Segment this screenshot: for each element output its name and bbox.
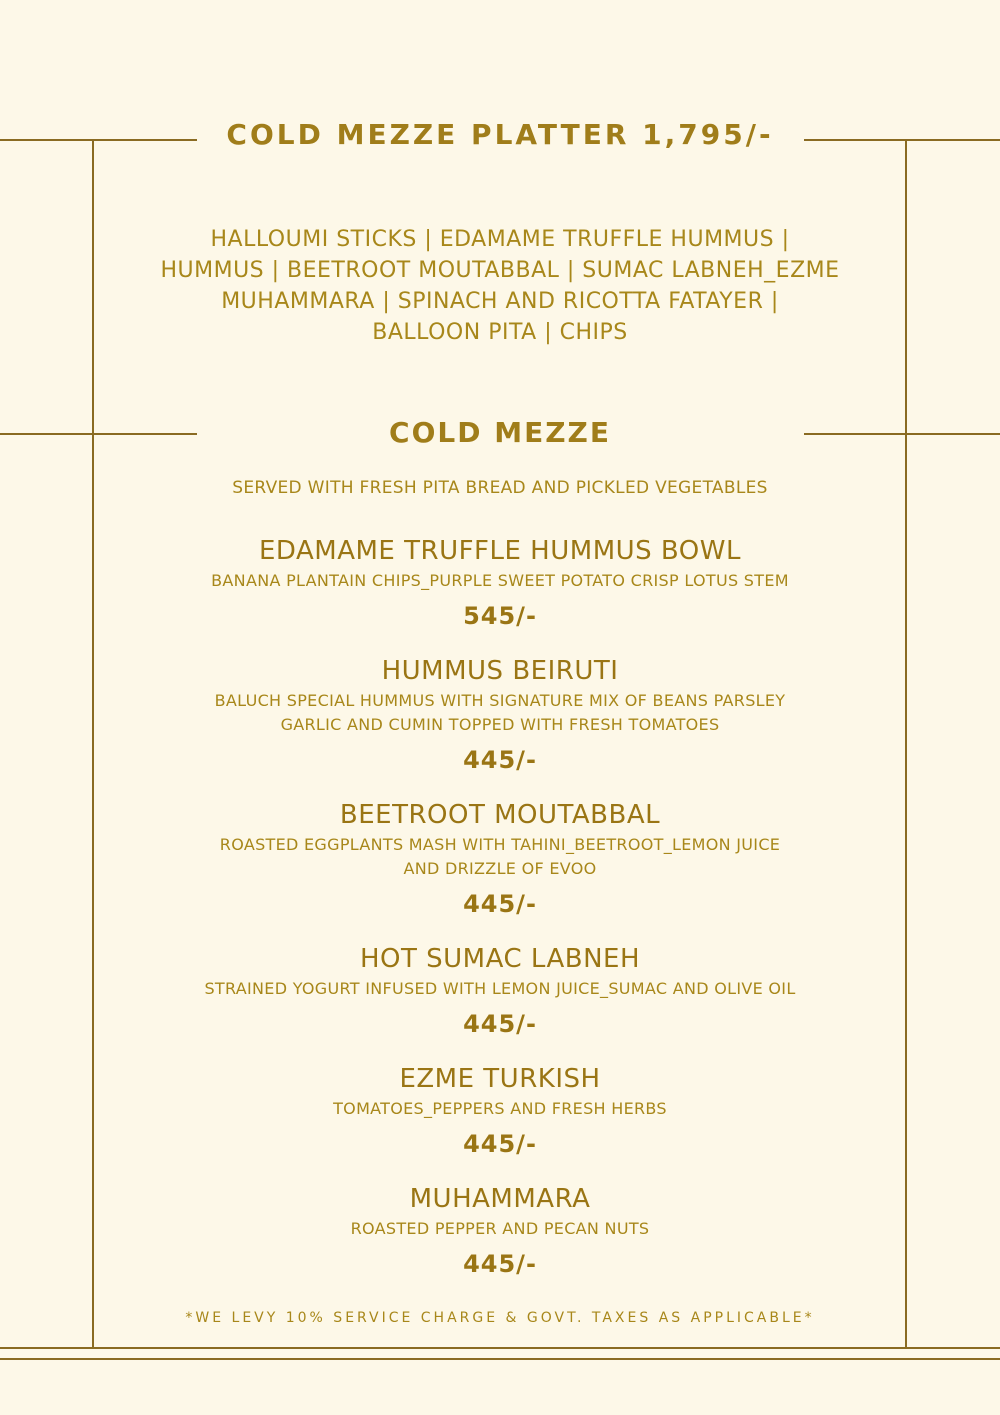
menu-item-desc: BANANA PLANTAIN CHIPS_PURPLE SWEET POTATO CRISP LOTUS STEM: [211, 571, 789, 590]
menu-item-desc: BALUCH SPECIAL HUMMUS WITH SIGNATURE MIX OF BEANS PARSLEY: [214, 691, 786, 710]
menu-item-name: MUHAMMARA: [409, 1184, 591, 1214]
menu-item-price: 445/-: [463, 1130, 537, 1158]
menu-item-price: 545/-: [463, 602, 537, 630]
frame-bottom-rule-2: [0, 1358, 1000, 1360]
section-title: COLD MEZZE: [389, 416, 611, 449]
menu-item-desc: ROASTED EGGPLANTS MASH WITH TAHINI_BEETROOT_LEMON JUICE: [219, 835, 781, 854]
platter-items: [0, 224, 1000, 348]
platter-title: COLD MEZZE PLATTER 1,795/-: [226, 118, 774, 151]
menu-item-name: BEETROOT MOUTABBAL: [339, 800, 661, 830]
menu-item-desc: STRAINED YOGURT INFUSED WITH LEMON JUICE_SUMAC AND OLIVE OIL: [204, 979, 796, 998]
service-charge-note: *WE LEVY 10% SERVICE CHARGE & GOVT. TAXES AS APPLICABLE*: [185, 1310, 815, 1326]
menu-item-name: EDAMAME TRUFFLE HUMMUS BOWL: [259, 536, 741, 566]
menu-item-price: 445/-: [463, 890, 537, 918]
menu-item-desc: TOMATOES_PEPPERS AND FRESH HERBS: [333, 1099, 667, 1118]
menu-item-price: 445/-: [463, 1010, 537, 1038]
platter-line: BALLOON PITA | CHIPS: [372, 320, 628, 345]
menu-item-name: HOT SUMAC LABNEH: [359, 944, 640, 974]
section-subtitle: SERVED WITH FRESH PITA BREAD AND PICKLED VEGETABLES: [232, 478, 768, 498]
platter-line: HUMMUS | BEETROOT MOUTABBAL | SUMAC LABNEH_EZME: [160, 258, 840, 283]
menu-item-price: 445/-: [463, 746, 537, 774]
menu-item-name: HUMMUS BEIRUTI: [381, 656, 619, 686]
platter-line: HALLOUMI STICKS | EDAMAME TRUFFLE HUMMUS |: [210, 227, 790, 252]
menu-item-desc: GARLIC AND CUMIN TOPPED WITH FRESH TOMATOES: [280, 715, 720, 734]
menu-item-price: 445/-: [463, 1250, 537, 1278]
frame-bottom-rule: [0, 1347, 1000, 1349]
platter-line: MUHAMMARA | SPINACH AND RICOTTA FATAYER |: [221, 289, 779, 314]
menu-item-desc: ROASTED PEPPER AND PECAN NUTS: [350, 1219, 650, 1238]
menu-item-desc: AND DRIZZLE OF EVOO: [403, 859, 597, 878]
menu-item-name: EZME TURKISH: [399, 1064, 601, 1094]
